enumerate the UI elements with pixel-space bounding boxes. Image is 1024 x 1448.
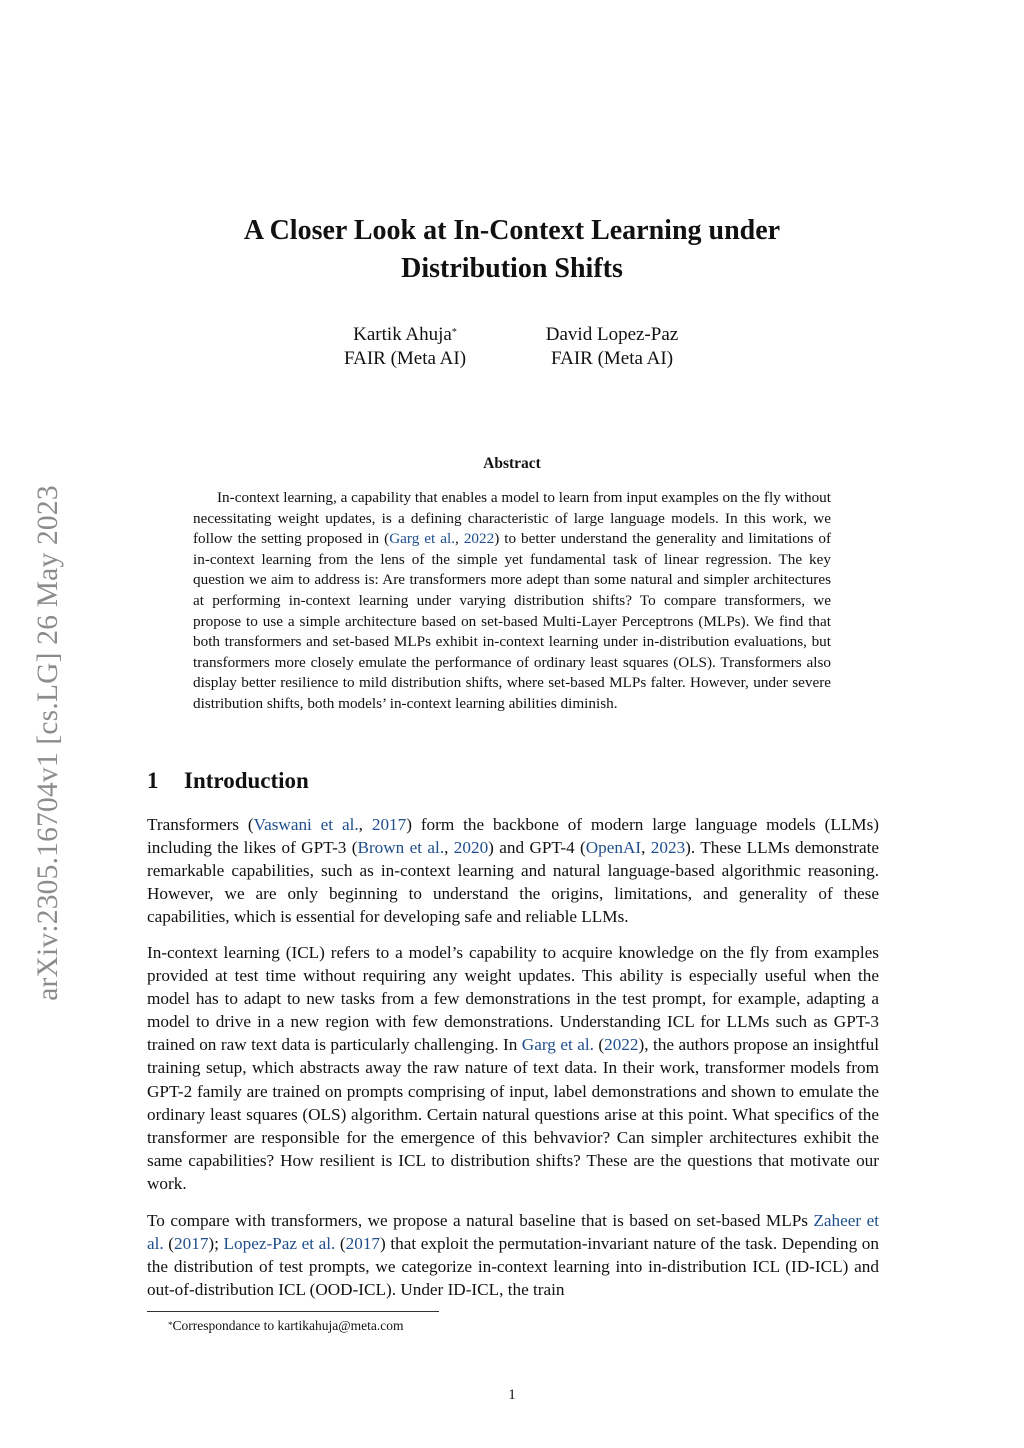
citation-separator: , <box>455 530 464 548</box>
author-affiliation: FAIR (Meta AI) <box>343 348 467 369</box>
citation-separator: ( <box>593 1035 605 1055</box>
paragraph-text-segment: ) form the backbone of modern large language models (LLMs) including the likes of GPT-3 ( <box>147 815 880 858</box>
citation-year-link[interactable]: 2017 <box>174 1234 209 1254</box>
paper-title <box>150 212 874 288</box>
author-affiliation: FAIR (Meta AI) <box>550 348 674 369</box>
citation-separator: , <box>641 838 651 858</box>
intro-paragraph-3 <box>147 1209 879 1301</box>
abstract-text-segment: ) to better understand the generality and limitations of in-context learning from the lens of the simple yet fundamental task of linear regression. The key question we aim to address is: Are transformers more adept than some natural and simpler architectures at performing in-context learning under varying distribution shifts? To compare transformers, we propose to use a simple architecture based on set-based Multi-Layer Perceptrons (MLPs). We find that both transformers and set-based MLPs exhibit in-context learning under in-distribution evaluations, but transformers more closely emulate the performance of ordinary least squares (OLS). Transformers also display better resilience to mild distribution shifts, where set-based MLPs falter. However, under severe distribution shifts, both models’ in-context learning abilities diminish. <box>193 530 832 712</box>
citation-separator: ( <box>335 1234 346 1254</box>
paragraph-text-segment: ); <box>208 1234 224 1254</box>
citation-separator: , <box>358 815 372 834</box>
paragraph-text-segment: ). These LLMs demonstrate remarkable capabilities, such as in-context learning and natural language-based algorithmic reasoning. However, we are only beginning to understand the origins, limitations, and generality of these capabilities, which is essential for developing safe and reliable LLMs. <box>147 838 879 927</box>
abstract-heading: Abstract <box>483 455 541 472</box>
citation-link[interactable]: Brown et al. <box>357 838 445 858</box>
paragraph-text-segment: Transformers ( <box>147 815 254 834</box>
footnote-text: Correspondance to kartikahuja@meta.com <box>172 1318 404 1333</box>
author-block-1 <box>322 323 488 371</box>
section-heading-introduction <box>147 766 309 796</box>
citation-link[interactable]: Vaswani et al. <box>253 815 359 834</box>
citation-year-link[interactable]: 2017 <box>345 1234 381 1254</box>
author-block-2 <box>526 323 698 371</box>
citation-year-link[interactable]: 2022 <box>604 1035 639 1055</box>
footnote-divider <box>147 1311 439 1312</box>
citation-separator: ( <box>163 1234 175 1254</box>
paragraph-text-segment: ), the authors propose an insightful training setup, which abstracts away the raw nature of text data. In their work, transformer models from GPT-2 family are trained on prompts comprising of input, label demonstrations and shown to emulate the ordinary least squares (OLS) algorithm. Certain natural questions arise at this point. What specifics of the transformer are responsible for the emergence of this behvavior? Can simpler architectures exhibit the same capabilities? How resilient is ICL to distribution shifts? These are the questions that motivate our work. <box>147 1035 879 1193</box>
paragraph-text-segment: In-context learning (ICL) refers to a model’s capability to acquire knowledge on the fly from examples provided at test time without requiring any weight updates. This ability is especially useful when the model has to adapt to new tasks from a few demonstrations in the test prompt, for example, adapting a model to drive in a new region with few demonstrations. Understanding ICL for LLMs such as GPT-3 trained on raw text data is particularly challenging. In <box>147 943 879 1055</box>
footnote-marker: * <box>451 327 457 338</box>
abstract-text <box>193 488 831 715</box>
footnote-marker: * <box>168 1320 173 1330</box>
intro-paragraph-1 <box>147 813 879 928</box>
paragraph-text-segment: ) and GPT-4 ( <box>488 838 586 858</box>
section-title: Introduction <box>184 768 309 793</box>
citation-year-link[interactable]: 2022 <box>463 530 495 548</box>
title-line-2: Distribution Shifts <box>401 253 623 284</box>
page-number: 1 <box>508 1387 516 1403</box>
citation-year-link[interactable]: 2020 <box>453 838 489 858</box>
arxiv-identifier-stamp: arXiv:2305.16704v1 [cs.LG] 26 May 2023 <box>32 485 64 1001</box>
intro-paragraph-2 <box>147 941 879 1195</box>
abstract-text-segment: In-context learning, a capability that enables a model to learn from input examples on the fly without necessitating weight updates, is a defining characteristic of large language models. In this work, we follow the setting proposed in ( <box>193 489 831 548</box>
author-name: David Lopez-Paz <box>545 324 679 345</box>
author-name: Kartik Ahuja <box>353 324 452 345</box>
citation-year-link[interactable]: 2017 <box>371 815 407 834</box>
citation-year-link[interactable]: 2023 <box>650 838 686 858</box>
footnote <box>168 1317 403 1335</box>
paragraph-text-segment: To compare with transformers, we propose a natural baseline that is based on set-based MLPs <box>147 1211 814 1230</box>
citation-link[interactable]: Zaheer et al. <box>147 1211 879 1254</box>
citation-link[interactable]: Garg et al. <box>389 530 456 548</box>
citation-link[interactable]: OpenAI <box>585 838 642 858</box>
citation-link[interactable]: Lopez-Paz et al. <box>223 1234 336 1254</box>
section-number: 1 <box>147 768 159 793</box>
citation-link[interactable]: Garg et al. <box>521 1035 594 1055</box>
citation-separator: , <box>444 838 454 858</box>
title-line-1: A Closer Look at In-Context Learning under <box>243 215 781 246</box>
paragraph-text-segment: ) that exploit the permutation-invariant nature of the task. Depending on the distribution of test prompts, we categorize in-context learning into in-distribution ICL (ID-ICL) and out-of-distribution ICL (OOD-ICL). Under ID-ICL, the train <box>147 1234 879 1300</box>
